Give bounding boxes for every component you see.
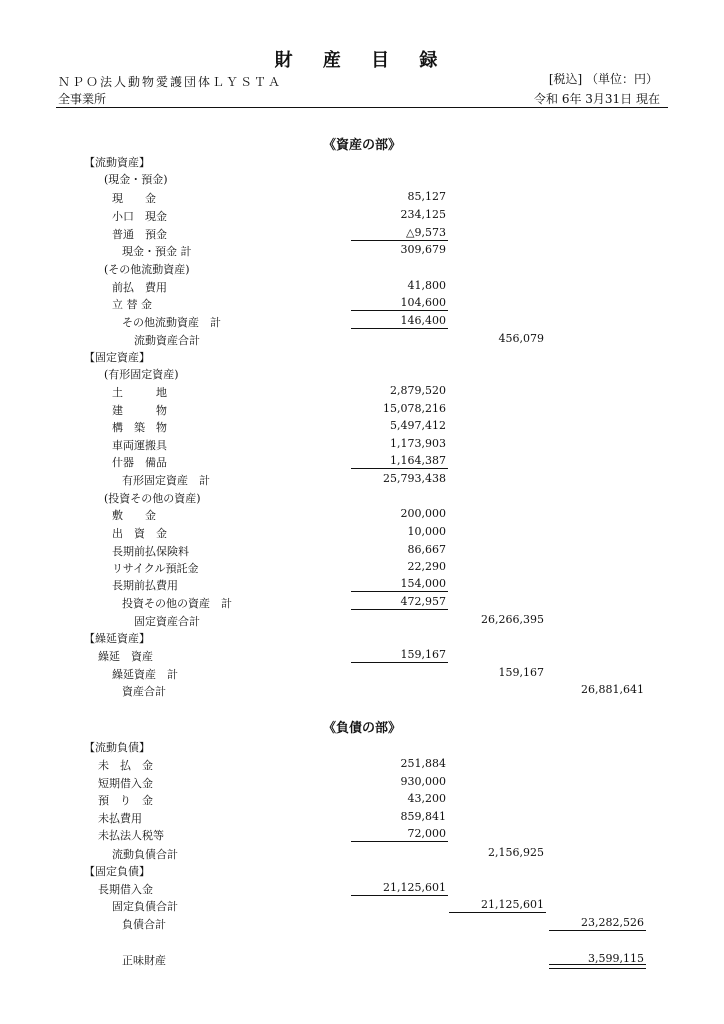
statement-row	[0, 898, 724, 915]
statement-row	[0, 314, 724, 331]
statement-row	[0, 916, 724, 933]
statement-row	[0, 846, 724, 863]
statement-row	[0, 525, 724, 542]
grand-total-label: 負債合計	[122, 918, 166, 931]
current-liabilities-header: 【流動負債】	[84, 741, 150, 754]
item-label: 普通 預金	[112, 228, 167, 241]
net-assets-amount: 3,599,115	[549, 952, 644, 965]
document-title: 財 産 目 録	[274, 50, 450, 71]
item-amount: 41,800	[407, 279, 446, 292]
item-amount: 22,290	[407, 560, 446, 573]
statement-row	[0, 402, 724, 419]
subtotal-amount: 146,400	[351, 314, 446, 327]
item-label: 構 築 物	[112, 421, 167, 434]
department-name: 全事業所	[58, 92, 107, 106]
statement-row	[0, 261, 724, 278]
statement-row	[0, 190, 724, 207]
item-label: 出 資 金	[112, 527, 167, 540]
subtotal-amount: 159,167	[498, 666, 544, 679]
investments-header: (投資その他の資産)	[104, 492, 201, 505]
item-amount: 251,884	[400, 757, 446, 770]
statement-row	[0, 349, 724, 366]
statement-row	[0, 384, 724, 401]
organization-name: ＮＰＯ法人動物愛護団体ＬＹＳＴＡ	[58, 75, 283, 89]
item-amount: 930,000	[400, 775, 446, 788]
item-label: 繰延 資産	[98, 650, 153, 663]
statement-row	[0, 419, 724, 436]
item-label: 未払費用	[98, 812, 142, 825]
net-assets-label: 正味財産	[122, 954, 166, 967]
item-amount: △9,573	[351, 226, 446, 239]
statement-row	[0, 366, 724, 383]
item-label: 小口 現金	[112, 210, 167, 223]
statement-row	[0, 827, 724, 844]
statement-row	[0, 154, 724, 171]
item-amount: 43,200	[407, 792, 446, 805]
statement-row	[0, 454, 724, 471]
subtotal-label: 投資その他の資産 計	[122, 597, 232, 610]
statement-row	[0, 881, 724, 898]
item-label: 長期前払費用	[112, 579, 178, 592]
item-label: 現 金	[112, 192, 156, 205]
item-label: 長期前払保険料	[112, 545, 189, 558]
statement-row	[0, 630, 724, 647]
statement-row	[0, 226, 724, 243]
statement-row	[0, 648, 724, 665]
statement-row	[0, 757, 724, 774]
item-label: 土 地	[112, 386, 167, 399]
assets-section-title: 《資産の部》	[322, 138, 401, 153]
item-label: リサイクル預託金	[112, 562, 199, 575]
total-label: 固定資産合計	[134, 615, 200, 628]
item-amount: 85,127	[407, 190, 446, 203]
statement-row	[0, 490, 724, 507]
statement-row	[0, 683, 724, 700]
total-amount: 21,125,601	[449, 898, 544, 911]
cash-header: (現金・預金)	[104, 173, 168, 186]
item-label: 短期借入金	[98, 777, 153, 790]
grand-total-amount: 23,282,526	[549, 916, 644, 929]
item-label: 什器 備品	[112, 456, 167, 469]
statement-row	[0, 595, 724, 612]
subtotal-label: 繰延資産 計	[112, 668, 178, 681]
as-of-date: 令和 6年 3月31日 現在	[534, 92, 660, 106]
item-label: 立 替 金	[112, 298, 152, 311]
current-assets-header: 【流動資産】	[84, 156, 150, 169]
statement-row	[0, 296, 724, 313]
statement-row	[0, 332, 724, 349]
statement-row	[0, 543, 724, 560]
statement-row	[0, 507, 724, 524]
subtotal-label: その他流動資産 計	[122, 316, 221, 329]
total-label: 流動負債合計	[112, 848, 178, 861]
total-label: 固定負債合計	[112, 900, 178, 913]
liabilities-section-title: 《負債の部》	[322, 721, 401, 736]
item-amount: 159,167	[351, 648, 446, 661]
item-amount: 1,164,387	[351, 454, 446, 467]
fixed-assets-header: 【固定資産】	[84, 351, 150, 364]
statement-row	[0, 666, 724, 683]
item-amount: 5,497,412	[390, 419, 446, 432]
statement-row	[0, 863, 724, 880]
item-amount: 200,000	[400, 507, 446, 520]
statement-row	[0, 577, 724, 594]
item-label: 建 物	[112, 404, 167, 417]
item-label: 未払法人税等	[98, 829, 164, 842]
item-amount: 234,125	[400, 208, 446, 221]
item-amount: 86,667	[407, 543, 446, 556]
item-label: 長期借入金	[98, 883, 153, 896]
item-amount: 2,879,520	[390, 384, 446, 397]
item-amount: 15,078,216	[383, 402, 446, 415]
fixed-liabilities-header: 【固定負債】	[84, 865, 150, 878]
item-amount: 154,000	[351, 577, 446, 590]
grand-total-amount: 26,881,641	[581, 683, 644, 696]
statement-row	[0, 472, 724, 489]
item-amount: 859,841	[400, 810, 446, 823]
item-amount: 10,000	[407, 525, 446, 538]
item-amount: 1,173,903	[390, 437, 446, 450]
total-amount: 2,156,925	[488, 846, 544, 859]
item-amount: 72,000	[351, 827, 446, 840]
item-label: 前払 費用	[112, 281, 167, 294]
total-label: 流動資産合計	[134, 334, 200, 347]
subtotal-amount: 309,679	[400, 243, 446, 256]
statement-row	[0, 739, 724, 756]
subtotal-label: 現金・預金 計	[122, 245, 192, 258]
statement-row	[0, 243, 724, 260]
subtotal-amount: 472,957	[351, 595, 446, 608]
subtotal-label: 有形固定資産 計	[122, 474, 210, 487]
statement-row	[0, 613, 724, 630]
item-label: 車両運搬具	[112, 439, 167, 452]
statement-row	[0, 208, 724, 225]
statement-row	[0, 437, 724, 454]
statement-row	[0, 810, 724, 827]
item-label: 未 払 金	[98, 759, 153, 772]
statement-row	[0, 775, 724, 792]
statement-row	[0, 952, 724, 969]
grand-total-label: 資産合計	[122, 685, 166, 698]
header-divider	[56, 107, 668, 108]
statement-row	[0, 279, 724, 296]
item-label: 預 り 金	[98, 794, 153, 807]
statement-row	[0, 171, 724, 188]
unit-note: [税込] （単位：円）	[548, 72, 658, 86]
statement-row	[0, 560, 724, 577]
item-label: 敷 金	[112, 509, 156, 522]
other-current-header: (その他流動資産)	[104, 263, 190, 276]
item-amount: 104,600	[351, 296, 446, 309]
item-amount: 21,125,601	[351, 881, 446, 894]
statement-row	[0, 792, 724, 809]
deferred-assets-header: 【繰延資産】	[84, 632, 150, 645]
total-amount: 456,079	[498, 332, 544, 345]
total-amount: 26,266,395	[481, 613, 544, 626]
subtotal-amount: 25,793,438	[383, 472, 446, 485]
tangible-header: (有形固定資産)	[104, 368, 179, 381]
